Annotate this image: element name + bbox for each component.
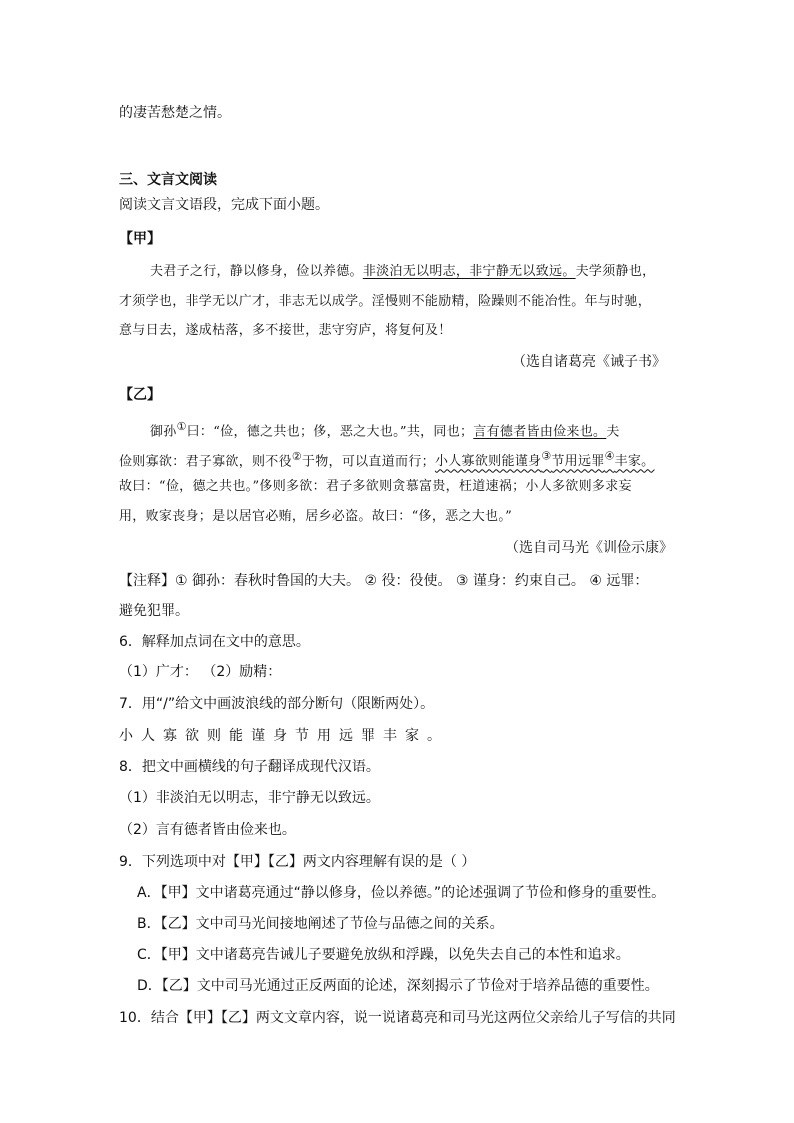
passage-yi-line-2 bbox=[119, 447, 654, 472]
yi-line2-text-b: 于物，可以直道而行； bbox=[301, 454, 435, 470]
q8-item-1: （1）非淡泊无以明志，非宁静无以致远。 bbox=[119, 790, 380, 806]
continuation-text: 的凄苦愁楚之情。 bbox=[119, 105, 231, 121]
yi-line1-text-c: 夫 bbox=[606, 424, 620, 440]
yi-line1-text-a: 御孙 bbox=[150, 424, 177, 440]
note-marker-4: ④ bbox=[604, 450, 615, 463]
q9-stem: 9．下列选项中对【甲】【乙】两文内容理解有误的是（ ） bbox=[119, 854, 476, 870]
passage-jia-line-2: 才须学也，非学无以广才，非志无以成学。淫慢则不能励精，险躁则不能冶性。年与时驰， bbox=[119, 294, 652, 309]
passage-jia-source: （选自诸葛亮《诫子书》 bbox=[512, 354, 666, 370]
wavy-part-3: 丰家。 bbox=[614, 454, 655, 470]
passage-yi-line-3: 故曰：“俭，德之共也。”侈则多欲：君子多欲则贪慕富贵，枉道速祸；小人多欲则多求妄 bbox=[119, 479, 632, 494]
q8-item-2: （2）言有德者皆由俭来也。 bbox=[119, 822, 296, 838]
section-instruction: 阅读文言文语段，完成下面小题。 bbox=[119, 197, 329, 213]
q10-stem: 10．结合【甲】【乙】两文文章内容，说一说诸葛亮和司马光这两位父亲给儿子写信的共同 bbox=[119, 1010, 676, 1026]
wavy-part-1: 小人寡欲则能谨身 bbox=[434, 454, 542, 470]
note-marker-2: ② bbox=[291, 450, 302, 463]
yi-wavy-sentence bbox=[434, 450, 655, 470]
q6-stem: 6．解释加点词在文中的意思。 bbox=[119, 634, 310, 650]
note-marker-3: ③ bbox=[541, 450, 552, 463]
q9-option-a: A．【甲】文中诸葛亮通过“静以修身，俭以养德。”的论述强调了节俭和修身的重要性。 bbox=[137, 885, 666, 901]
q7-text: 小人寡欲则能谨身节用远罪丰家。 bbox=[119, 728, 449, 744]
jia-underlined-sentence: 非淡泊无以明志，非宁静无以致远。 bbox=[362, 264, 576, 279]
jia-line1-text-b: 夫学须静也， bbox=[575, 264, 656, 279]
q7-stem: 7．用“/”给文中画波浪线的部分断句（限断两处）。 bbox=[119, 696, 435, 712]
passage-yi-line-4: 用，败家丧身；是以居官必贿，居乡必盗。故曰：“侈，恶之大也。” bbox=[119, 509, 513, 524]
q9-option-b: B．【乙】文中司马光间接地阐述了节俭与品德之间的关系。 bbox=[137, 916, 504, 932]
passage-jia-label: 【甲】 bbox=[119, 231, 161, 247]
yi-line2-text-a: 俭则寡欲：君子寡欲，则不役 bbox=[119, 454, 292, 470]
passage-jia-line-3: 意与日去，遂成枯落，多不接世，悲守穷庐，将复何及！ bbox=[119, 323, 452, 338]
yi-underlined-sentence: 言有德者皆由俭来也。 bbox=[473, 424, 607, 440]
wavy-part-2: 节用远罪 bbox=[551, 454, 605, 470]
notes-line-1: 【注释】① 御孙：春秋时鲁国的大夫。 ② 役：役使。 ③ 谨身：约束自己。 ④ 远罪： bbox=[119, 573, 649, 589]
q8-stem: 8．把文中画横线的句子翻译成现代汉语。 bbox=[119, 759, 380, 775]
passage-yi-source: （选自司马光《训俭示康》 bbox=[505, 540, 673, 556]
note-marker-1: ① bbox=[176, 420, 187, 433]
passage-jia-line-1 bbox=[150, 262, 655, 282]
passage-yi-line-1 bbox=[150, 417, 620, 442]
q9-option-c: C．【甲】文中诸葛亮告诫儿子要避免放纵和浮躁，以免失去自己的本性和追求。 bbox=[137, 947, 630, 963]
jia-line1-text-a: 夫君子之行，静以修身，俭以养德。 bbox=[150, 264, 363, 279]
q9-option-d: D．【乙】文中司马光通过正反两面的论述，深刻揭示了节俭对于培养品德的重要性。 bbox=[137, 978, 659, 994]
yi-line1-text-b: 曰：“俭，德之共也；侈，恶之大也。”共，同也； bbox=[186, 424, 474, 440]
passage-yi-label: 【乙】 bbox=[119, 387, 161, 403]
section-heading: 三、文言文阅读 bbox=[119, 172, 217, 188]
q6-items: （1）广才： （2）励精： bbox=[119, 664, 282, 680]
notes-line-2: 避免犯罪。 bbox=[119, 603, 189, 619]
